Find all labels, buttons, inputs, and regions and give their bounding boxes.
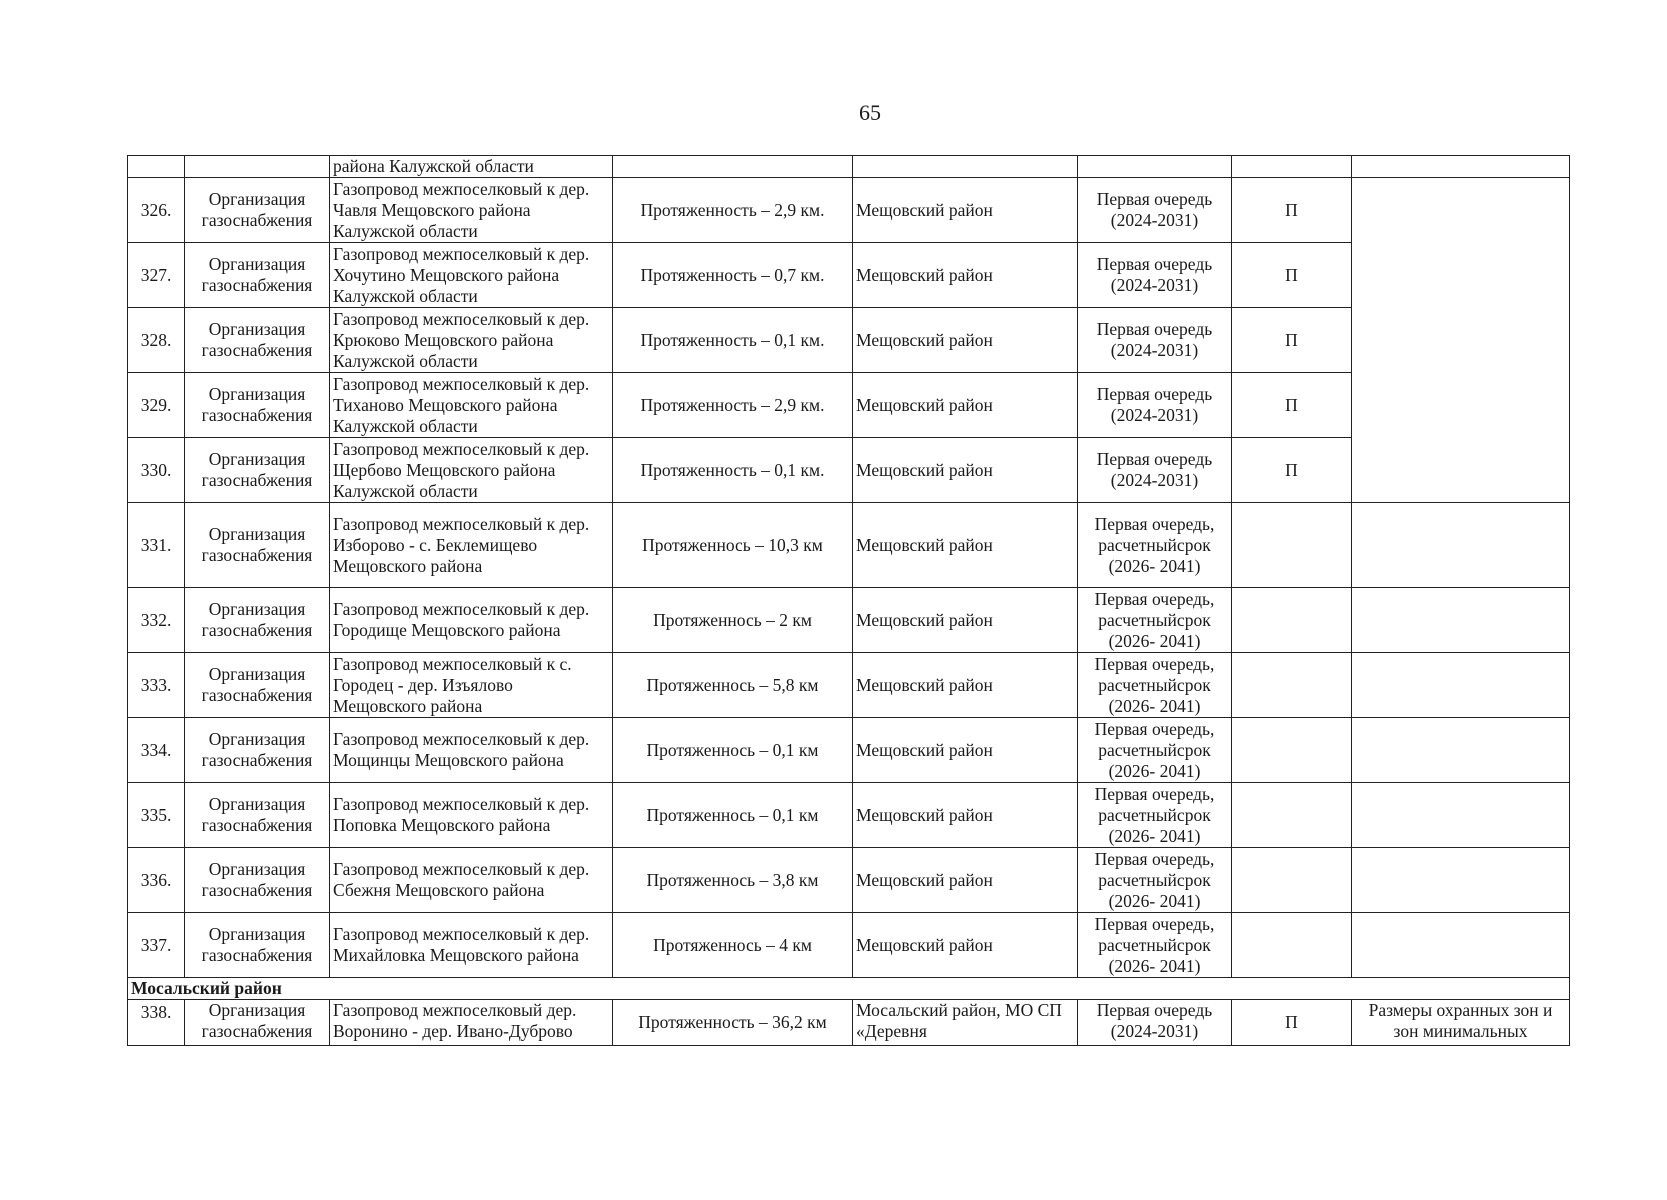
cell-num: 337. [128,913,185,978]
cell-length: Протяженность – 2,9 км. [613,373,853,438]
cell-length: Протяженнось – 0,1 км [613,783,853,848]
cell-status [1232,848,1352,913]
cell-object: Газопровод межпоселковый к дер. Изборово - с. Беклемищево Мещовского района [330,503,613,588]
cell-num: 327. [128,243,185,308]
cell-num: 328. [128,308,185,373]
cell-num: 330. [128,438,185,503]
cell-location: Мещовский район [853,783,1078,848]
cell-location: Мещовский район [853,438,1078,503]
cell-object: Газопровод межпоселковый к дер. Михайловка Мещовского района [330,913,613,978]
cell-org: Организация газоснабжения [185,243,330,308]
cell-note [1352,848,1570,913]
cell-location: Мещовский район [853,913,1078,978]
cell-length: Протяженность – 0,1 км. [613,438,853,503]
cell-queue: Первая очередь (2024-2031) [1078,373,1232,438]
table-row [128,178,1570,243]
cell-object: Газопровод межпоселковый к дер. Хочутино Мещовского района Калужской области [330,243,613,308]
cell-status [1232,913,1352,978]
cell-location: Мещовский район [853,243,1078,308]
cell-status: П [1232,373,1352,438]
cell-num: 336. [128,848,185,913]
cell-org: Организация газоснабжения [185,373,330,438]
cell-note: Размеры охранных зон и зон минимальных [1352,1000,1570,1046]
cell-object: Газопровод межпоселковый к с. Городец - дер. Изъялово Мещовского района [330,653,613,718]
cell-note [1352,588,1570,653]
cell-length: Протяженность – 0,1 км. [613,308,853,373]
cell-num: 329. [128,373,185,438]
cell-queue: Первая очередь, расчетныйсрок (2026- 2041) [1078,783,1232,848]
cell-org: Организация газоснабжения [185,783,330,848]
cell-org: Организация газоснабжения [185,848,330,913]
section-title: Мосальский район [128,978,1570,1000]
cell-location: Мещовский район [853,308,1078,373]
cell-note [1352,503,1570,588]
cell-location: Мещовский район [853,653,1078,718]
cell-location: Мещовский район [853,503,1078,588]
cell-num: 334. [128,718,185,783]
cell-status: П [1232,438,1352,503]
cell-status: П [1232,243,1352,308]
section-row [128,978,1570,1000]
cell-num: 326. [128,178,185,243]
cell-length: Протяженнось – 0,1 км [613,718,853,783]
table-row [128,718,1570,783]
cell-num: 333. [128,653,185,718]
table-row [128,783,1570,848]
cell-note [1352,783,1570,848]
cell-status [1232,653,1352,718]
cell-org: Организация газоснабжения [185,718,330,783]
cell-queue: Первая очередь (2024-2031) [1078,438,1232,503]
table-row [128,1000,1570,1046]
cell-location: Мещовский район [853,178,1078,243]
cell-queue: Первая очередь (2024-2031) [1078,308,1232,373]
cell-object: Газопровод межпоселковый к дер. Чавля Мещовского района Калужской области [330,178,613,243]
cell-num: 331. [128,503,185,588]
cell-note [1352,913,1570,978]
cell-location [853,156,1078,178]
cell-queue: Первая очередь, расчетныйсрок (2026- 2041) [1078,913,1232,978]
cell-queue: Первая очередь, расчетныйсрок (2026- 2041) [1078,588,1232,653]
cell-location: Мещовский район [853,718,1078,783]
cell-queue [1078,156,1232,178]
cell-org: Организация газоснабжения [185,653,330,718]
cell-num: 338. [128,1000,185,1046]
cell-queue: Первая очередь (2024-2031) [1078,243,1232,308]
cell-status [1232,718,1352,783]
cell-org: Организация газоснабжения [185,913,330,978]
cell-queue: Первая очередь, расчетныйсрок (2026- 2041) [1078,718,1232,783]
cell-location: Мещовский район [853,588,1078,653]
table-row [128,913,1570,978]
table-row [128,653,1570,718]
table-row-continuation [128,156,1570,178]
cell-length: Протяженнось – 3,8 км [613,848,853,913]
cell-object: Газопровод межпоселковый к дер. Поповка Мещовского района [330,783,613,848]
cell-status: П [1232,1000,1352,1046]
cell-object: Газопровод межпоселковый к дер. Тиханово Мещовского района Калужской области [330,373,613,438]
cell-length: Протяженность – 2,9 км. [613,178,853,243]
cell-queue: Первая очередь (2024-2031) [1078,178,1232,243]
cell-status [1232,783,1352,848]
cell-status [1232,588,1352,653]
table-row [128,503,1570,588]
cell-num: 335. [128,783,185,848]
cell-object: Газопровод межпоселковый к дер. Мощинцы Мещовского района [330,718,613,783]
cell-queue: Первая очередь, расчетныйсрок (2026- 2041) [1078,653,1232,718]
cell-status [1232,156,1352,178]
cell-length: Протяженность – 36,2 км [613,1000,853,1046]
cell-length: Протяженнось – 4 км [613,913,853,978]
cell-queue: Первая очередь (2024-2031) [1078,1000,1232,1046]
page-number: 65 [859,100,881,125]
cell-object: Газопровод межпоселковый дер. Воронино - дер. Ивано-Дуброво [330,1000,613,1046]
cell-note [1352,718,1570,783]
cell-object: Газопровод межпоселковый к дер. Щербово Мещовского района Калужской области [330,438,613,503]
cell-location: Мосальский район, МО СП «Деревня [853,1000,1078,1046]
cell-org [185,156,330,178]
cell-org: Организация газоснабжения [185,1000,330,1046]
cell-length [613,156,853,178]
cell-status [1232,503,1352,588]
cell-length: Протяженнось – 2 км [613,588,853,653]
cell-org: Организация газоснабжения [185,503,330,588]
cell-length: Протяженнось – 5,8 км [613,653,853,718]
cell-org: Организация газоснабжения [185,308,330,373]
gas-supply-table [127,155,1570,1046]
cell-status: П [1232,178,1352,243]
cell-queue: Первая очередь, расчетныйсрок (2026- 2041) [1078,848,1232,913]
cell-note [1352,156,1570,178]
cell-object: Газопровод межпоселковый к дер. Городище Мещовского района [330,588,613,653]
cell-location: Мещовский район [853,848,1078,913]
cell-note [1352,653,1570,718]
cell-note-merged [1352,178,1570,503]
cell-object: Газопровод межпоселковый к дер. Сбежня Мещовского района [330,848,613,913]
cell-length: Протяженнось – 10,3 км [613,503,853,588]
table-row [128,848,1570,913]
cell-length: Протяженность – 0,7 км. [613,243,853,308]
cell-location: Мещовский район [853,373,1078,438]
cell-org: Организация газоснабжения [185,588,330,653]
cell-org: Организация газоснабжения [185,178,330,243]
cell-num: 332. [128,588,185,653]
cell-object: Газопровод межпоселковый к дер. Крюково Мещовского района Калужской области [330,308,613,373]
cell-org: Организация газоснабжения [185,438,330,503]
cell-queue: Первая очередь, расчетныйсрок (2026- 2041) [1078,503,1232,588]
cell-object: района Калужской области [330,156,613,178]
cell-status: П [1232,308,1352,373]
table-row [128,588,1570,653]
cell-num [128,156,185,178]
